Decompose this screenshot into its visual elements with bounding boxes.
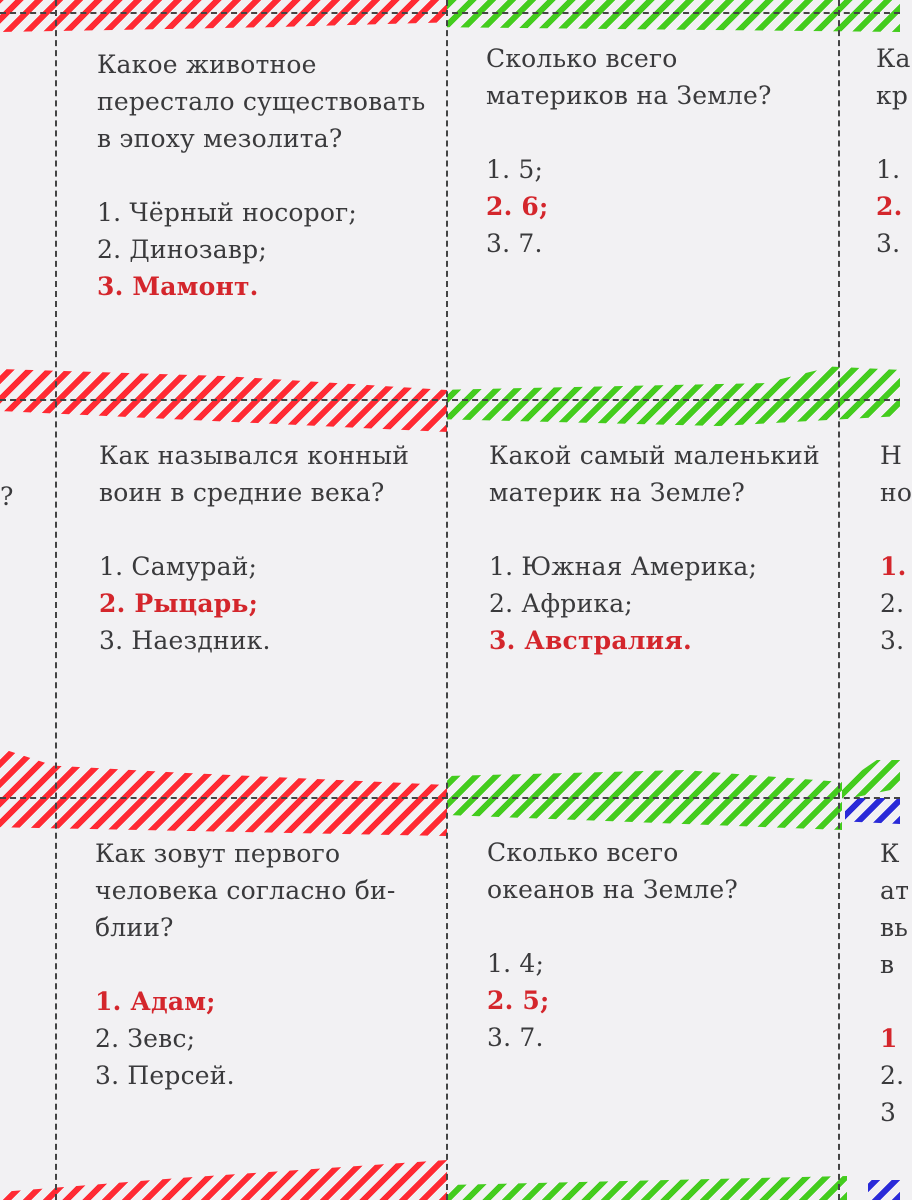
tape-green-row3-right <box>842 760 900 800</box>
tape-blue-row3-right <box>845 798 900 824</box>
answer-option: 1. Южная Америка; <box>489 552 758 581</box>
fragment-line: 2. <box>876 192 903 221</box>
fragment-line: Ка <box>876 44 911 73</box>
answer-option: 3. Персей. <box>95 1061 235 1090</box>
correct-answer: 1. Адам; <box>95 987 216 1016</box>
left-card-fragment <box>0 478 16 518</box>
quiz-card <box>489 437 834 659</box>
fragment-line: ? <box>0 482 14 511</box>
answer-option: 2. Африка; <box>489 589 633 618</box>
answer-option: 3. 7. <box>487 1023 544 1052</box>
answer-list <box>99 548 439 659</box>
fragment-line: 2. <box>880 589 905 618</box>
answer-option: 1. Чёрный носорог; <box>97 198 358 227</box>
cut-line-vertical-1 <box>55 0 57 1200</box>
fragment-line: ат <box>880 876 910 905</box>
quiz-card-fragment <box>876 40 911 300</box>
quiz-card-fragment <box>880 437 912 667</box>
fragment-line: 3. <box>880 626 905 655</box>
fragment-line: 1. <box>880 552 907 581</box>
fragment-line: 2. <box>880 1061 905 1090</box>
correct-answer: 3. Мамонт. <box>97 272 259 301</box>
fragment-line: вь <box>880 913 909 942</box>
quiz-card <box>95 835 435 1094</box>
tape-red-bottom <box>0 1160 447 1200</box>
card-question: Сколько всего материков на Земле? <box>486 44 772 110</box>
quiz-card <box>99 437 439 659</box>
answer-option: 2. Зевс; <box>95 1024 196 1053</box>
answer-option: 2. Динозавр; <box>97 235 267 264</box>
fragment-line: но <box>880 478 912 507</box>
quiz-card <box>97 46 437 305</box>
tape-green-row3 <box>447 770 842 830</box>
answer-list <box>97 194 437 305</box>
answer-option: 3. 7. <box>486 229 543 258</box>
answer-option: 1. 4; <box>487 949 545 978</box>
tape-red-top <box>0 0 447 32</box>
tape-green-bottom <box>447 1170 847 1200</box>
fragment-line: 3. <box>876 229 901 258</box>
card-question: Какое животное перестало существовать в эпоху мезолита? <box>97 50 426 153</box>
quiz-card <box>487 834 832 1056</box>
correct-answer: 2. 5; <box>487 986 550 1015</box>
cut-line-horizontal-3 <box>0 797 900 799</box>
fragment-line: в <box>880 950 895 979</box>
answer-option: 3. Наездник. <box>99 626 271 655</box>
card-question: Как назывался конный воин в средние века? <box>99 441 410 507</box>
tape-red-row2 <box>0 362 447 432</box>
cut-line-horizontal-2 <box>0 399 900 401</box>
tape-green-row2 <box>447 360 900 426</box>
fragment-line: кр <box>876 81 909 110</box>
correct-answer: 3. Австралия. <box>489 626 692 655</box>
answer-list <box>95 983 435 1094</box>
card-question: Как зовут первого человека согласно би- блии? <box>95 839 396 942</box>
cut-line-vertical-2 <box>446 0 448 1200</box>
cut-line-vertical-3 <box>838 0 840 1200</box>
answer-list <box>489 548 834 659</box>
tape-red-row3 <box>0 748 447 836</box>
tape-green-top <box>447 0 900 32</box>
tape-blue-bottom <box>868 1180 900 1200</box>
correct-answer: 2. Рыцарь; <box>99 589 259 618</box>
card-question: Сколько всего океанов на Земле? <box>487 838 738 904</box>
cut-line-horizontal-1 <box>0 12 900 14</box>
card-question: Какой самый маленький материк на Земле? <box>489 441 820 507</box>
correct-answer: 2. 6; <box>486 192 549 221</box>
fragment-line: 3 <box>880 1098 897 1127</box>
answer-option: 1. 5; <box>486 155 544 184</box>
quiz-card <box>486 40 831 262</box>
answer-option: 1. Самурай; <box>99 552 258 581</box>
fragment-line: 1 <box>880 1024 898 1053</box>
quiz-card-fragment <box>880 835 910 1135</box>
fragment-line: К <box>880 839 900 868</box>
answer-list <box>486 151 831 262</box>
fragment-line: Н <box>880 441 903 470</box>
fragment-line: 1. <box>876 155 901 184</box>
answer-list <box>487 945 832 1056</box>
